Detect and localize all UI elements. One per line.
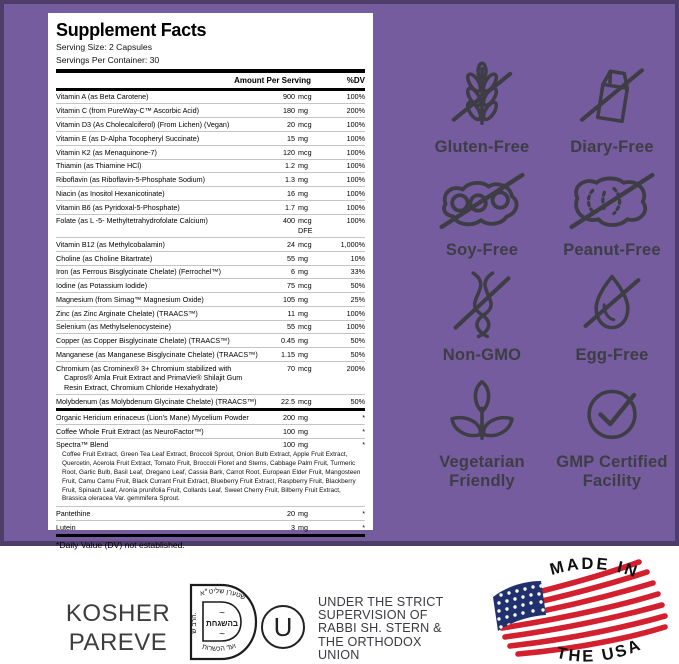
badge-label: Gluten-Free — [434, 138, 530, 156]
badge-non-gmo — [420, 262, 544, 369]
amount-per-serving: 3 mg — [291, 522, 308, 532]
table-row — [56, 173, 365, 187]
percent-dv: 100% — [346, 202, 365, 212]
percent-dv: 100% — [346, 322, 365, 332]
table-row — [56, 521, 365, 534]
supervision-text — [318, 596, 443, 662]
amount-per-serving: 24 mcg — [287, 239, 312, 249]
table-row — [56, 507, 365, 521]
amount-per-serving: 105 mg — [283, 294, 308, 304]
nutrient-name: Thiamin (as Thiamine HCl) — [56, 161, 142, 171]
certification-badges — [420, 54, 674, 491]
table-row — [56, 187, 365, 201]
amount-per-serving: 15 mg — [287, 133, 308, 143]
badge-label: Vegetarian Friendly — [439, 453, 525, 490]
percent-dv: 25% — [350, 294, 365, 304]
amount-per-serving: 400 mcg DFE — [283, 216, 313, 236]
seal-center-text: בהשגחת — [206, 619, 238, 628]
seal-ring-top-text: שטערן שליט״א — [199, 588, 247, 602]
table-row — [56, 238, 365, 252]
dv-column-header: %DV — [346, 76, 365, 85]
percent-dv: 50% — [350, 281, 365, 291]
amount-per-serving: 20 mg — [287, 508, 308, 518]
kosher-line: KOSHER — [65, 600, 171, 627]
serving-size: Serving Size: 2 Capsules — [56, 42, 153, 52]
table-row — [56, 146, 365, 160]
supplement-facts-panel — [48, 13, 373, 551]
nutrient-name: Vitamin C (from PureWay-C™ Ascorbic Acid) — [56, 106, 199, 116]
wheat-crossed-icon — [445, 54, 519, 132]
nutrient-name: Pantethine — [56, 508, 91, 518]
amount-per-serving: 6 mg — [291, 267, 308, 277]
amount-per-serving: 22.5 mcg — [281, 396, 312, 406]
percent-dv: 33% — [350, 267, 365, 277]
check-circle-icon — [575, 369, 649, 447]
percent-dv: 100% — [346, 308, 365, 318]
table-row — [56, 252, 365, 266]
percent-dv: 100% — [346, 92, 365, 102]
amount-per-serving: 75 mcg — [287, 281, 312, 291]
nutrient-name: Vitamin E (as D-Alpha Tocopheryl Succinate) — [56, 133, 200, 143]
made-in-usa-stamp — [481, 553, 679, 664]
nutrient-name: Vitamin K2 (as Menaquinone-7) — [56, 147, 157, 157]
badge-label: Peanut-Free — [563, 241, 661, 259]
nutrient-name: Lutein — [56, 522, 76, 532]
peanut-crossed-icon — [564, 157, 660, 235]
supervision-line: SUPERVISION OF — [318, 608, 428, 623]
table-row — [56, 439, 365, 508]
table-row — [56, 293, 365, 307]
nutrient-name: Choline (as Choline Bitartrate) — [56, 253, 153, 263]
the-usa-arc-text: THE USA — [554, 635, 645, 664]
badge-label: Soy-Free — [445, 241, 519, 259]
kosher-pareve-text — [56, 599, 180, 657]
kosher-seal — [179, 581, 259, 663]
percent-dv: 100% — [346, 188, 365, 198]
badge-label: Egg-Free — [575, 346, 649, 364]
percent-dv: 1,000% — [340, 239, 365, 249]
amount-per-serving: 1.15 mg — [281, 350, 308, 360]
table-row — [56, 321, 365, 335]
supervision-line: UNDER THE STRICT — [318, 595, 444, 609]
amount-per-serving: 11 mg — [287, 308, 308, 318]
amount-per-serving: 0.45 mg — [281, 336, 308, 346]
amount-per-serving: 1.7 mg — [285, 202, 308, 212]
badge-soy-free — [420, 157, 544, 262]
table-row — [56, 362, 365, 395]
percent-dv: 100% — [346, 119, 365, 129]
percent-dv: 50% — [350, 396, 365, 406]
seal-tilde-top: ~ — [219, 608, 225, 619]
nutrient-name: Zinc (as Zinc Arginate Chelate) (TRAACS™) — [56, 308, 198, 318]
percent-dv: * — [362, 522, 365, 532]
badge-label: GMP Certified Facility — [556, 453, 668, 490]
nutrient-name: Folate (as L -5- Methyltetrahydrofolate Calcium) — [56, 216, 208, 226]
table-row — [56, 118, 365, 132]
percent-dv: * — [362, 440, 365, 450]
amount-per-serving: 100 mg — [283, 440, 308, 450]
servings-per-container: Servings Per Container: 30 — [56, 55, 160, 65]
egg-crossed-icon — [575, 262, 649, 340]
badge-dairy-free — [550, 54, 674, 157]
seal-ring-left-text: הרב ש. — [191, 612, 198, 634]
percent-dv: 100% — [346, 175, 365, 185]
amount-per-serving: 120 mcg — [283, 147, 312, 157]
table-row — [56, 215, 365, 238]
table-row — [56, 132, 365, 146]
amount-per-serving: 200 mg — [283, 412, 308, 422]
table-row — [56, 348, 365, 362]
nutrient-name: Organic Hericium erinaceus (Lion's Mane) Mycelium Powder — [56, 412, 249, 422]
amount-per-serving: 16 mg — [287, 188, 308, 198]
soy-pod-crossed-icon — [434, 157, 530, 235]
nutrient-name: Copper (as Copper Bisglycinate Chelate) (TRAACS™) — [56, 336, 230, 346]
nutrient-name: Molybdenum (as Molybdenum Glycinate Chelate) (TRAACS™) — [56, 396, 257, 406]
daily-value-footnote: *Daily Value (DV) not established. — [56, 540, 185, 551]
table-row — [56, 307, 365, 321]
percent-dv: 200% — [346, 363, 365, 373]
nutrient-name: Coffee Whole Fruit Extract (as NeuroFactor™) — [56, 426, 204, 436]
percent-dv: 10% — [350, 253, 365, 263]
seal-tilde-bottom: ~ — [219, 629, 225, 640]
pareve-line: PAREVE — [68, 629, 168, 656]
percent-dv: 100% — [346, 147, 365, 157]
amount-per-serving: 1.3 mg — [285, 175, 308, 185]
percent-dv: * — [362, 508, 365, 518]
percent-dv: * — [362, 426, 365, 436]
nutrient-name: Vitamin B12 (as Methylcobalamin) — [56, 239, 165, 249]
nutrient-name: Iron (as Ferrous Bisglycinate Chelate) (Ferrochel™) — [56, 267, 221, 277]
amount-column-header: Amount Per Serving — [234, 76, 311, 85]
badge-gluten-free — [420, 54, 544, 157]
amount-per-serving: 55 mcg — [287, 322, 312, 332]
badge-peanut-free — [550, 157, 674, 262]
nutrient-rows — [56, 91, 365, 408]
table-row — [56, 411, 365, 425]
badge-gmp-certified — [550, 369, 674, 491]
percent-dv: 100% — [346, 133, 365, 143]
badge-vegetarian-friendly — [420, 369, 544, 491]
leaf-sprout-icon — [445, 369, 519, 447]
orthodox-union-symbol — [261, 605, 305, 649]
nutrient-name: Iodine (as Potassium Iodide) — [56, 281, 148, 291]
percent-dv: * — [362, 412, 365, 422]
made-in-arc-text: MADE IN — [547, 554, 642, 582]
percent-dv: 100% — [346, 161, 365, 171]
nutrient-name: Vitamin D3 (As Cholecalciferol) (From Lichen) (Vegan) — [56, 119, 230, 129]
table-row — [56, 334, 365, 348]
table-row — [56, 91, 365, 105]
badge-label: Non-GMO — [442, 346, 522, 364]
table-row — [56, 104, 365, 118]
botanical-rows — [56, 411, 365, 534]
table-row — [56, 201, 365, 215]
amount-per-serving: 100 mg — [283, 426, 308, 436]
table-row — [56, 160, 365, 174]
svg-text:ועד הכשרות — [201, 643, 237, 653]
amount-per-serving: 180 mg — [283, 106, 308, 116]
percent-dv: 50% — [350, 350, 365, 360]
table-header-row — [56, 73, 365, 88]
amount-per-serving: 20 mcg — [287, 119, 312, 129]
nutrient-name: Manganese (as Manganese Bisglycinate Chelate) (TRAACS™) — [56, 350, 258, 360]
table-row — [56, 395, 365, 408]
nutrient-name: Vitamin A (as Beta Carotene) — [56, 92, 149, 102]
nutrient-name: Selenium (as Methylselenocysteine) — [56, 322, 172, 332]
nutrient-name: Riboflavin (as Riboflavin-5-Phosphate Sodium) — [56, 175, 206, 185]
percent-dv: 200% — [346, 106, 365, 116]
nutrient-name: Magnesium (from Simag™ Magnesium Oxide) — [56, 294, 204, 304]
amount-per-serving: 55 mg — [287, 253, 308, 263]
badge-label: Diary-Free — [570, 138, 654, 156]
seal-ring-bottom-text: ועד הכשרות — [201, 642, 238, 653]
nutrient-name: Chromium (as Crominex® 3+ Chromium stabilized with Capros® Amla Fruit Extract and PrimaVie® Shilajit Gum Resin Extract, Chromium Chloride Hexahydrate) — [56, 363, 243, 393]
panel-title: Supplement Facts — [56, 20, 207, 40]
supervision-line: UNION — [318, 647, 360, 662]
nutrient-name: Vitamin B6 (as Pyridoxal-5-Phosphate) — [56, 202, 180, 212]
supervision-line: RABBI SH. STERN & — [318, 621, 442, 636]
amount-per-serving: 900 mcg — [283, 92, 312, 102]
amount-per-serving: 1.2 mg — [285, 161, 308, 171]
blend-ingredients: Coffee Fruit Extract, Green Tea Leaf Extract, Broccoli Sprout, Onion Bulb Extract, Apple Fruit Extract, Quercetin, Acerola Fruit Extract, Tomato Fruit, Broccoli Floret and Stems, Cabbage Palm Fruit, Turmeric Root, Garlic Bulb, Basil Leaf, Oregano Leaf, Cassia Bark, Carrot Root, European Elder Fruit, Mangosteen Fruit, Camu Camu Fruit, Black Currant Fruit Extract, Blueberry Fruit Extract, Raspberry Fruit, Blackberry Fruit, Spinach Leaf, Aronia prunifolia Fruit, Collards Leaf, Sweet Cherry Fruit, Bilberry Fruit Extract, Brassica oleracea Var. gemmifera Sprout. — [62, 451, 361, 503]
table-row — [56, 279, 365, 293]
percent-dv: 50% — [350, 336, 365, 346]
table-row — [56, 425, 365, 439]
supervision-line: THE ORTHODOX — [318, 634, 422, 649]
badge-egg-free — [550, 262, 674, 369]
dna-crossed-icon — [445, 262, 519, 340]
milk-carton-crossed-icon — [575, 54, 649, 132]
nutrient-name: Spectra™ Blend — [56, 440, 109, 450]
ou-letter: U — [273, 611, 293, 642]
nutrient-name: Niacin (as Inositol Hexanicotinate) — [56, 188, 165, 198]
table-row — [56, 266, 365, 280]
amount-per-serving: 70 mcg — [287, 363, 312, 373]
percent-dv: 100% — [346, 216, 365, 226]
